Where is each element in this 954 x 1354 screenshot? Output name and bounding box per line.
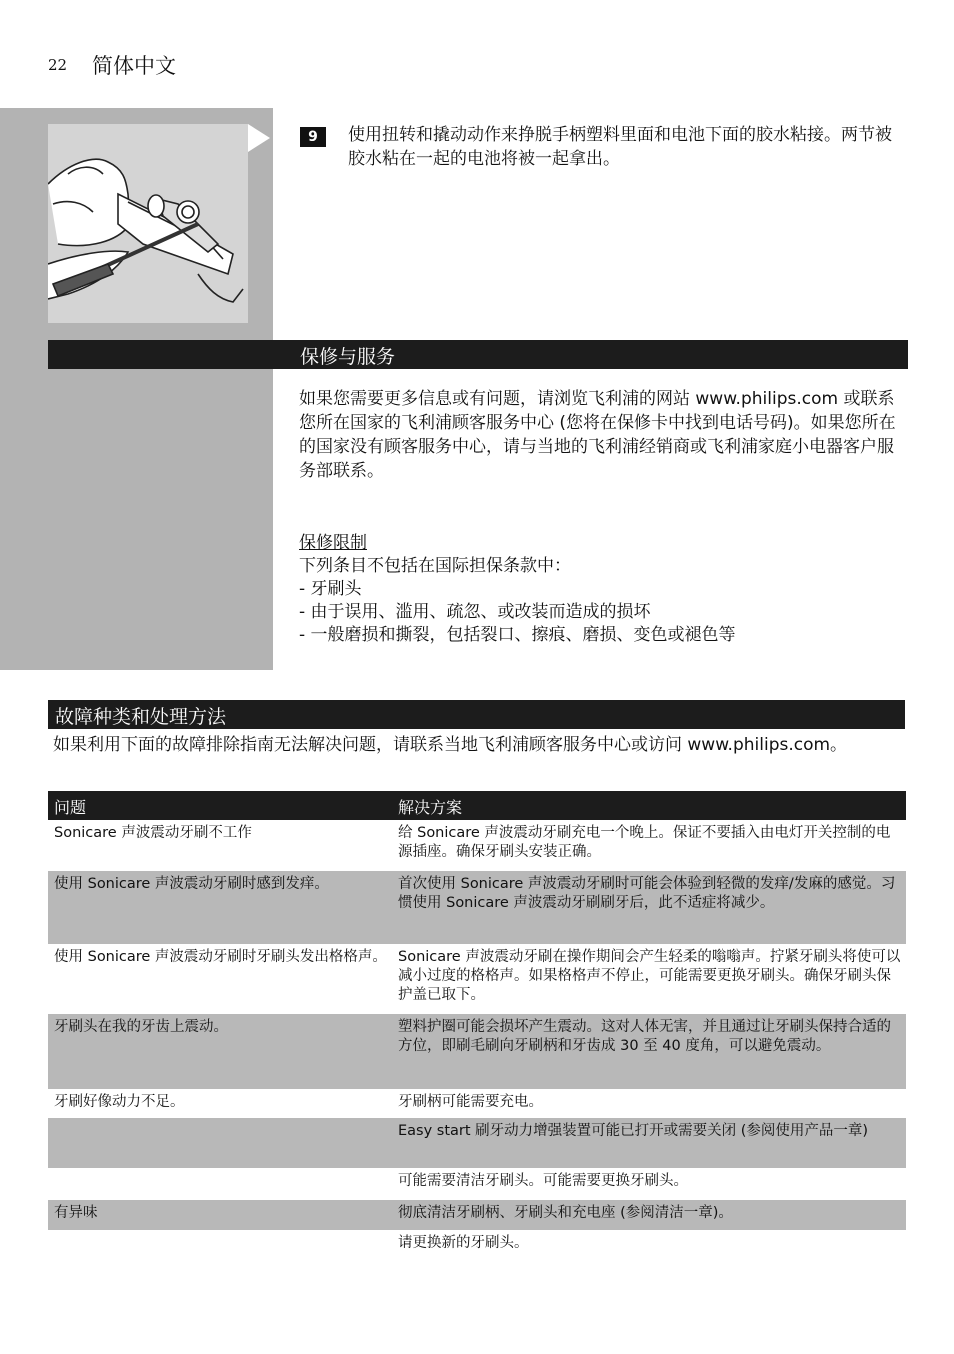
table-row — [48, 1230, 906, 1260]
step-number: 9 — [300, 127, 326, 147]
page-number: 22 — [48, 56, 68, 74]
service-paragraph — [299, 387, 909, 483]
table-row — [48, 1168, 906, 1200]
cell-solution: 塑料护圈可能会损坏产生震动。这对人体无害，并且通过让牙刷头保持合适的方位，即刷毛刷向牙刷柄和牙齿成 30 至 40 度角，可以避免震动。 — [398, 1019, 891, 1054]
troubleshooting-heading-bar — [48, 700, 905, 729]
cell-solution: Sonicare 声波震动牙刷在操作期间会产生轻柔的嗡嗡声。拧紧牙刷头将使可以减小过度的格格声。如果格格声不停止，可能需要更换牙刷头。确保牙刷头保护盖已取下。 — [398, 949, 901, 1003]
header-problem: 问题 — [54, 798, 87, 817]
table-row — [48, 1089, 906, 1118]
cell-solution: 给 Sonicare 声波震动牙刷充电一个晚上。保证不要插入由电灯开关控制的电源插座。确保牙刷头安装正确。 — [398, 825, 891, 860]
pointer-arrow — [248, 124, 270, 152]
table-row — [48, 871, 906, 944]
cell-solution: 彻底清洁牙刷柄、牙刷头和充电座 (参阅清洁一章)。 — [398, 1205, 733, 1221]
table-row — [48, 1014, 906, 1089]
warranty-title: 保修限制 — [299, 533, 367, 553]
hand-screwdriver-illustration — [48, 124, 248, 323]
cell-problem: 使用 Sonicare 声波震动牙刷时感到发痒。 — [54, 876, 329, 892]
cell-problem: 牙刷头在我的牙齿上震动。 — [54, 1019, 228, 1035]
troubleshooting-title: 故障种类和处理方法 — [55, 706, 227, 728]
table-header — [48, 791, 906, 820]
header-solution: 解决方案 — [398, 798, 463, 817]
table-row — [48, 1200, 906, 1230]
illustration-battery-removal — [48, 124, 248, 323]
table-row — [48, 820, 906, 871]
table-row — [48, 1118, 906, 1168]
cell-problem: 有异味 — [54, 1205, 98, 1221]
cell-problem: Sonicare 声波震动牙刷不工作 — [54, 825, 252, 841]
warranty-block — [299, 532, 909, 647]
troubleshooting-table — [48, 791, 906, 1260]
cell-problem: 使用 Sonicare 声波震动牙刷时牙刷头发出格格声。 — [54, 949, 387, 965]
service-title: 保修与服务 — [300, 346, 396, 368]
warranty-item: - 一般磨损和撕裂，包括裂口、擦痕、磨损、变色或褪色等 — [299, 625, 736, 645]
warranty-item: - 由于误用、滥用、疏忽、或改装而造成的损坏 — [299, 602, 651, 622]
troubleshooting-intro: 如果利用下面的故障排除指南无法解决问题，请联系当地飞利浦顾客服务中心或访问 www.philips.com。 — [53, 735, 848, 755]
table-row — [48, 944, 906, 1014]
cell-solution: Easy start 刷牙动力增强装置可能已打开或需要关闭 (参阅使用产品一章) — [398, 1123, 869, 1139]
section-language: 简体中文 — [92, 54, 176, 78]
step-text: 使用扭转和撬动动作来挣脱手柄塑料里面和电池下面的胶水粘接。两节被胶水粘在一起的电池将被一起拿出。 — [348, 125, 892, 169]
cell-problem: 牙刷好像动力不足。 — [54, 1094, 185, 1110]
cell-solution: 首次使用 Sonicare 声波震动牙刷时可能会体验到轻微的发痒/发麻的感觉。习惯使用 Sonicare 声波震动牙刷刷牙后，此不适症将减少。 — [398, 876, 896, 911]
service-text: 如果您需要更多信息或有问题，请浏览飞利浦的网站 www.philips.com 或联系您所在国家的飞利浦顾客服务中心 (您将在保修卡中找到电话号码)。如果您所在的国家没有顾客服务中心，请与当地的飞利浦经销商或飞利浦家庭小电器客户服务部联系。 — [299, 389, 896, 481]
cell-solution: 请更换新的牙刷头。 — [398, 1235, 529, 1251]
service-heading-bar — [48, 340, 908, 369]
warranty-intro: 下列条目不包括在国际担保条款中： — [299, 556, 571, 576]
warranty-item: - 牙刷头 — [299, 579, 362, 599]
cell-solution: 牙刷柄可能需要充电。 — [398, 1094, 543, 1110]
cell-solution: 可能需要清洁牙刷头。可能需要更换牙刷头。 — [398, 1173, 688, 1189]
